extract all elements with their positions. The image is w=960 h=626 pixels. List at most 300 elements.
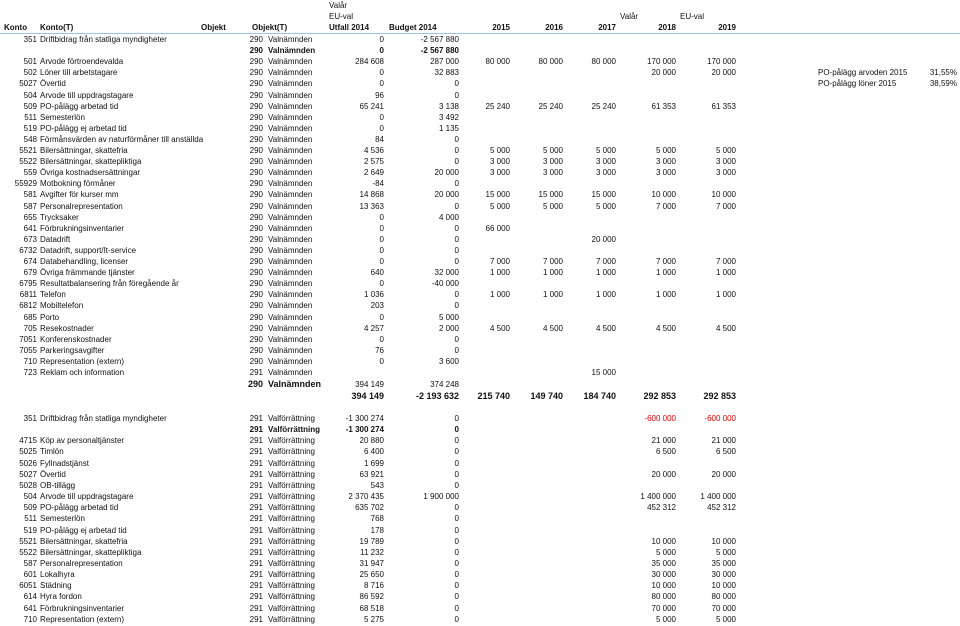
cell-utfall-2014: 0	[379, 356, 384, 366]
cell-budget-2014: 1 900 000	[423, 492, 459, 502]
cell-konto: 5521	[19, 146, 37, 155]
cell-konto-t: Lokalhyra	[40, 570, 75, 580]
cell-objekt: 290	[249, 345, 263, 355]
cell-objekt: 291	[249, 514, 263, 524]
total-budget: -2 193 632	[415, 391, 459, 401]
cell-2018: 3 000	[655, 157, 676, 167]
table-row	[0, 267, 960, 278]
table-row	[0, 256, 960, 267]
cell-utfall-2014: 76	[375, 345, 384, 355]
cell-objekt-t: Valförrättning	[268, 436, 315, 446]
cell-objekt: 290	[249, 257, 263, 266]
cell-2016: 7 000	[542, 257, 563, 266]
table-row	[0, 234, 960, 245]
table-row	[0, 223, 960, 234]
cell-objekt-t: Valnämnden	[268, 35, 313, 44]
cell-konto-t: Arvode till uppdragstagare	[40, 492, 134, 502]
cell-objekt-t: Valförrättning	[268, 492, 315, 502]
cell-budget-2014: 0	[454, 257, 459, 266]
cell-objekt: 290	[249, 112, 263, 122]
cell-konto-t: Personalrepresentation	[40, 558, 123, 568]
cell-objekt: 290	[249, 134, 263, 144]
cell-budget-2014: 0	[454, 503, 459, 513]
cell-2015: 7 000	[489, 257, 510, 266]
cell-objekt: 290	[249, 79, 263, 89]
col-budget-2014: Budget 2014	[389, 23, 437, 32]
cell-objekt-t: Valnämnden	[268, 312, 313, 322]
table-row	[0, 300, 960, 311]
table-row	[0, 278, 960, 289]
cell-budget-2014: 3 138	[438, 101, 459, 111]
cell-budget-2014: 0	[454, 345, 459, 355]
cell-objekt: 290	[249, 68, 263, 78]
table-row	[0, 56, 960, 67]
cell-objekt-t: Valnämnden	[268, 112, 313, 122]
cell-konto-t: Förbrukningsinventarier	[40, 223, 125, 233]
cell-2019: 35 000	[711, 558, 736, 568]
cell-objekt-t: Valnämnden	[268, 268, 313, 278]
cell-objekt-t: Valnämnden	[268, 101, 313, 111]
cell-budget-2014: 20 000	[434, 168, 459, 178]
cell-konto: 501	[23, 57, 37, 67]
cell-objekt: 291	[249, 480, 263, 490]
cell-2017: 80 000	[591, 57, 616, 67]
cell-utfall-2014: 1 699	[363, 458, 384, 468]
header-euval-2: EU-val	[680, 12, 705, 21]
cell-2019: 21 000	[711, 436, 736, 446]
table-row	[0, 167, 960, 178]
cell-2015: 66 000	[485, 223, 510, 233]
cell-2015: 5 000	[489, 146, 510, 155]
cell-konto-t: Motbokning förmåner	[40, 179, 116, 189]
cell-utfall-2014: 768	[370, 514, 384, 524]
cell-objekt-t: Valnämnden	[268, 201, 313, 211]
subtotal-budget: 374 248	[430, 380, 459, 389]
cell-2019: 4 500	[715, 323, 736, 333]
cell-2016: 3 000	[542, 168, 563, 178]
col-konto: Konto	[4, 23, 28, 32]
cell-objekt-t: Valnämnden	[268, 57, 313, 67]
cell-konto: 705	[23, 323, 37, 333]
cell-utfall-2014: 0	[379, 46, 384, 56]
table-row	[0, 323, 960, 334]
table-row	[0, 345, 960, 356]
cell-konto: 504	[23, 90, 37, 100]
cell-2019: -600 000	[704, 414, 736, 423]
cell-2016: 1 000	[542, 268, 563, 278]
cell-2018: 80 000	[651, 592, 676, 602]
col-konto-t: Konto(T)	[40, 23, 74, 32]
cell-budget-2014: 0	[454, 436, 459, 446]
cell-konto-t: Bilersättningar, skattefria	[40, 146, 128, 155]
table-row	[0, 78, 960, 89]
subtotal-obj: 290	[247, 379, 263, 389]
cell-budget-2014: 0	[454, 558, 459, 568]
cell-objekt-t: Valnämnden	[268, 134, 313, 144]
cell-objekt-t: Valförrättning	[268, 603, 315, 613]
cell-budget-2014: -40 000	[431, 279, 459, 289]
cell-utfall-2014: -1 300 274	[345, 414, 384, 423]
cell-konto: 641	[23, 223, 37, 233]
cell-2016: 3 000	[542, 157, 563, 167]
cell-budget-2014: 0	[454, 514, 459, 524]
cell-budget-2014: 0	[454, 134, 459, 144]
cell-konto-t: Trycksaker	[40, 212, 79, 222]
cell-2017: 20 000	[591, 234, 616, 244]
cell-2018: 20 000	[651, 68, 676, 78]
table-row	[0, 201, 960, 212]
cell-objekt: 291	[249, 525, 263, 535]
cell-2018: 1 000	[655, 268, 676, 278]
table-row	[0, 435, 960, 446]
cell-utfall-2014: 4 536	[363, 146, 384, 155]
cell-konto-t: Löner till arbetstagare	[40, 68, 118, 78]
col-2017: 2017	[598, 23, 616, 32]
cell-objekt-t: Valnämnden	[268, 368, 313, 377]
cell-2018: 70 000	[651, 603, 676, 613]
cell-konto: 511	[24, 112, 37, 122]
cell-utfall-2014: -84	[372, 179, 384, 189]
grand-total-row	[0, 390, 960, 402]
side-label-1: PO-pålägg arvoden 2015	[818, 68, 908, 77]
cell-2015: 3 000	[489, 168, 510, 178]
cell-2019: 61 353	[711, 101, 736, 111]
cell-budget-2014: 32 000	[434, 268, 459, 278]
cell-2019: 80 000	[711, 592, 736, 602]
side-label-2: PO-pålägg löner 2015	[818, 79, 897, 88]
cell-objekt: 290	[249, 46, 263, 56]
cell-2018: 10 000	[651, 536, 676, 546]
cell-konto-t: Resekostnader	[40, 323, 94, 333]
cell-utfall-2014: 19 789	[359, 536, 384, 546]
cell-objekt-t: Valnämnden	[268, 90, 313, 100]
cell-2017: 15 000	[591, 368, 616, 377]
cell-2017: 1 000	[595, 290, 616, 300]
cell-konto: 6795	[19, 279, 37, 289]
cell-budget-2014: -2 567 880	[420, 46, 459, 56]
cell-2015: 3 000	[489, 157, 510, 167]
cell-2019: 3 000	[715, 168, 736, 178]
cell-objekt: 291	[249, 536, 263, 546]
cell-utfall-2014: 0	[379, 223, 384, 233]
cell-objekt-t: Valnämnden	[268, 46, 316, 56]
cell-budget-2014: 0	[454, 469, 459, 479]
cell-2015: 80 000	[485, 57, 510, 67]
table-row	[0, 334, 960, 345]
cell-objekt-t: Valnämnden	[268, 290, 313, 300]
cell-2017: 3 000	[595, 168, 616, 178]
table-row	[0, 513, 960, 524]
cell-objekt: 290	[249, 323, 263, 333]
cell-objekt-t: Valnämnden	[268, 212, 313, 222]
cell-konto: 587	[23, 558, 37, 568]
cell-2019: 3 000	[715, 157, 736, 167]
table-row	[0, 547, 960, 558]
cell-objekt: 291	[249, 570, 263, 580]
table-row	[0, 45, 960, 56]
cell-utfall-2014: 0	[379, 112, 384, 122]
cell-konto: 655	[23, 212, 37, 222]
cell-2017: 4 500	[595, 323, 616, 333]
cell-2018: 6 500	[655, 447, 676, 457]
cell-konto: 581	[23, 190, 37, 200]
cell-utfall-2014: 31 947	[359, 558, 384, 568]
cell-2019: 5 000	[715, 547, 736, 557]
cell-konto: 559	[23, 168, 37, 178]
cell-konto-t: Reklam och information	[40, 368, 125, 377]
cell-objekt: 291	[249, 581, 263, 591]
cell-2019: 10 000	[711, 536, 736, 546]
column-header-row	[0, 22, 960, 33]
cell-konto-t: Övertid	[40, 79, 66, 89]
cell-2018: 5 000	[655, 547, 676, 557]
cell-2017: 7 000	[595, 257, 616, 266]
cell-objekt-t: Valförrättning	[268, 414, 315, 423]
cell-objekt-t: Valnämnden	[268, 123, 313, 133]
cell-2015: 1 000	[489, 268, 510, 278]
cell-budget-2014: 0	[454, 301, 459, 311]
cell-konto: 710	[23, 614, 37, 624]
cell-objekt: 290	[249, 57, 263, 67]
cell-objekt: 290	[249, 312, 263, 322]
cell-utfall-2014: 203	[370, 301, 384, 311]
cell-konto: 5028	[19, 480, 37, 490]
cell-utfall-2014: 6 400	[363, 447, 384, 457]
cell-konto-t: Timlön	[40, 447, 64, 457]
cell-2015: 5 000	[489, 201, 510, 211]
cell-objekt: 290	[249, 268, 263, 278]
cell-objekt-t: Valförrättning	[268, 514, 315, 524]
table-row	[0, 458, 960, 469]
total-2019: 292 853	[703, 391, 736, 401]
cell-2019: 5 000	[715, 614, 736, 624]
cell-2016: 80 000	[538, 57, 563, 67]
cell-utfall-2014: 543	[370, 480, 384, 490]
cell-objekt: 291	[249, 368, 263, 377]
table-row	[0, 413, 960, 424]
table-row	[0, 90, 960, 101]
cell-2019: 7 000	[715, 257, 736, 266]
cell-konto-t: Personalrepresentation	[40, 201, 123, 211]
col-2019: 2019	[718, 23, 736, 32]
cell-objekt-t: Valförrättning	[268, 536, 315, 546]
cell-2018: -600 000	[644, 414, 676, 423]
cell-2018: 170 000	[647, 57, 676, 67]
cell-konto: 511	[24, 514, 37, 524]
cell-budget-2014: 0	[454, 179, 459, 189]
cell-budget-2014: 3 492	[438, 112, 459, 122]
cell-konto-t: Konferenskostnader	[40, 334, 112, 344]
cell-utfall-2014: 1 036	[363, 290, 384, 300]
table-row	[0, 446, 960, 457]
cell-konto-t: Arvode förtroendevalda	[40, 57, 124, 67]
cell-2018: 1 400 000	[640, 492, 676, 502]
cell-konto: 5522	[19, 547, 37, 557]
cell-konto-t: Porto	[40, 312, 60, 322]
cell-konto-t: OB-tillägg	[40, 480, 76, 490]
table-row	[0, 525, 960, 536]
total-2015: 215 740	[477, 391, 510, 401]
cell-objekt: 290	[249, 223, 263, 233]
cell-budget-2014: 0	[454, 581, 459, 591]
cell-objekt: 290	[249, 245, 263, 255]
cell-budget-2014: 0	[454, 447, 459, 457]
table-row	[0, 603, 960, 614]
cell-objekt-t: Valförrättning	[268, 547, 315, 557]
table-row	[0, 580, 960, 591]
cell-objekt: 291	[249, 425, 263, 435]
cell-objekt-t: Valnämnden	[268, 345, 313, 355]
table-row	[0, 469, 960, 480]
cell-utfall-2014: 0	[379, 334, 384, 344]
col-utfall-2014: Utfall 2014	[329, 23, 370, 32]
cell-2016: 4 500	[542, 323, 563, 333]
cell-konto: 601	[23, 570, 37, 580]
cell-konto-t: Representation (extern)	[40, 614, 125, 624]
cell-2016: 25 240	[538, 101, 563, 111]
cell-budget-2014: -2 567 880	[420, 35, 459, 44]
cell-utfall-2014: 4 257	[363, 323, 384, 333]
cell-objekt-t: Valnämnden	[268, 323, 313, 333]
cell-objekt: 291	[249, 414, 263, 423]
cell-budget-2014: 0	[454, 90, 459, 100]
cell-objekt-t: Valförrättning	[268, 614, 315, 624]
cell-utfall-2014: 2 370 435	[348, 492, 384, 502]
cell-budget-2014: 0	[454, 592, 459, 602]
cell-konto-t: Förbrukningsinventarier	[40, 603, 125, 613]
cell-objekt-t: Valnämnden	[268, 334, 313, 344]
cell-konto-t: Parkeringsavgifter	[40, 345, 105, 355]
cell-objekt: 290	[249, 201, 263, 211]
cell-budget-2014: 0	[454, 525, 459, 535]
table-row	[0, 67, 960, 78]
cell-objekt-t: Valförrättning	[268, 592, 315, 602]
total-utfall: 394 149	[351, 391, 384, 401]
col-objekt: Objekt	[201, 23, 226, 32]
table-row	[0, 356, 960, 367]
col-objekt-t: Objekt(T)	[252, 23, 288, 32]
cell-objekt: 290	[249, 334, 263, 344]
cell-2015: 25 240	[485, 101, 510, 111]
cell-budget-2014: 0	[454, 425, 459, 435]
cell-budget-2014: 5 000	[438, 312, 459, 322]
cell-2019: 6 500	[715, 447, 736, 457]
cell-objekt-t: Valnämnden	[268, 146, 313, 155]
cell-objekt: 291	[249, 547, 263, 557]
cell-objekt-t: Valnämnden	[268, 245, 313, 255]
cell-utfall-2014: 0	[379, 123, 384, 133]
cell-utfall-2014: 640	[370, 268, 384, 278]
table-row	[0, 123, 960, 134]
cell-konto: 723	[23, 368, 37, 377]
cell-budget-2014: 0	[454, 547, 459, 557]
table-row	[0, 569, 960, 580]
header-valar-2: Valår	[620, 12, 639, 21]
cell-utfall-2014: 0	[379, 68, 384, 78]
col-2016: 2016	[545, 23, 563, 32]
cell-objekt: 290	[249, 168, 263, 178]
table-row	[0, 178, 960, 189]
header-euval: EU-val	[329, 12, 354, 21]
total-2017: 184 740	[583, 391, 616, 401]
cell-konto: 5026	[19, 458, 37, 468]
side-value-2: 38,59%	[929, 79, 957, 88]
cell-2015: 15 000	[485, 190, 510, 200]
cell-objekt: 291	[249, 614, 263, 624]
cell-utfall-2014: 284 608	[355, 57, 384, 67]
cell-konto-t: Övertid	[40, 469, 66, 479]
cell-budget-2014: 0	[454, 245, 459, 255]
cell-2017: 15 000	[591, 190, 616, 200]
cell-utfall-2014: 2 575	[363, 157, 384, 167]
cell-konto-t: Semesterlön	[40, 112, 85, 122]
cell-konto-t: Databehandling, licenser	[40, 257, 129, 266]
cell-budget-2014: 0	[454, 614, 459, 624]
cell-konto-t: Resultatbalansering från föregående år	[40, 279, 179, 289]
cell-2019: 1 000	[715, 268, 736, 278]
cell-konto-t: Övriga främmande tjänster	[40, 268, 135, 278]
table-row	[0, 189, 960, 200]
cell-2016: 5 000	[542, 201, 563, 211]
subtotal-utfall: 394 149	[355, 380, 384, 389]
table-row	[0, 145, 960, 156]
cell-konto: 7055	[19, 345, 37, 355]
cell-2019: 1 400 000	[700, 492, 736, 502]
subtotal-values-290	[0, 379, 960, 390]
cell-konto-t: Representation (extern)	[40, 356, 125, 366]
cell-utfall-2014: 25 650	[359, 570, 384, 580]
cell-utfall-2014: 0	[379, 279, 384, 289]
cell-konto-t: Datadrift, support/It-service	[40, 245, 137, 255]
cell-objekt: 291	[249, 558, 263, 568]
cell-konto: 5521	[19, 536, 37, 546]
cell-konto-t: PO-pålägg arbetad tid	[40, 503, 119, 513]
cell-objekt-t: Valförrättning	[268, 458, 315, 468]
cell-objekt: 291	[249, 436, 263, 446]
cell-objekt-t: Valnämnden	[268, 179, 313, 189]
table-row	[0, 491, 960, 502]
cell-2019: 20 000	[711, 469, 736, 479]
cell-objekt-t: Valförrättning	[268, 480, 315, 490]
cell-2019: 1 000	[715, 290, 736, 300]
table-row	[0, 156, 960, 167]
cell-konto: 673	[23, 234, 37, 244]
cell-konto-t: Driftbidrag från statliga myndigheter	[40, 35, 167, 44]
cell-objekt: 290	[249, 212, 263, 222]
cell-utfall-2014: -1 300 274	[345, 425, 384, 435]
cell-budget-2014: 0	[454, 458, 459, 468]
cell-utfall-2014: 0	[379, 79, 384, 89]
cell-utfall-2014: 5 275	[363, 614, 384, 624]
cell-konto: 6811	[19, 290, 37, 300]
table-row	[0, 367, 960, 378]
table-row	[0, 591, 960, 602]
cell-utfall-2014: 14 868	[359, 190, 384, 200]
cell-2019: 20 000	[711, 68, 736, 78]
table-row	[0, 34, 960, 45]
cell-2019: 10 000	[711, 581, 736, 591]
cell-2018: 4 500	[655, 323, 676, 333]
cell-2018: 7 000	[655, 257, 676, 266]
cell-utfall-2014: 96	[375, 90, 384, 100]
cell-2018: 3 000	[655, 168, 676, 178]
table-row	[0, 536, 960, 547]
cell-konto-t: Övriga kostnadsersättningar	[40, 168, 141, 178]
cell-objekt: 290	[249, 35, 263, 44]
table-row	[0, 212, 960, 223]
cell-objekt-t: Valnämnden	[268, 356, 313, 366]
cell-utfall-2014: 86 592	[359, 592, 384, 602]
